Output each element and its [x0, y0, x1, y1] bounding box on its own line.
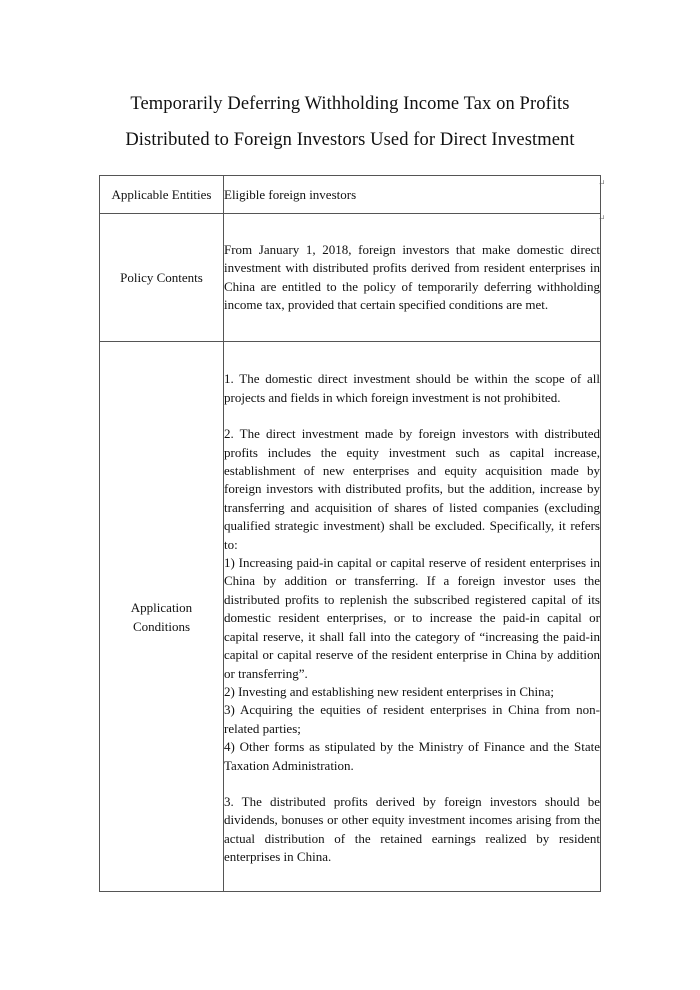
condition-sub-item-2: 2) Investing and establishing new resident enterprises in China; [224, 683, 554, 699]
application-conditions-cell [224, 342, 601, 892]
paragraph-spacer [224, 407, 600, 425]
table-row-applicable-entities [100, 176, 601, 214]
condition-sub-item-3: 3) Acquiring the equities of resident enterprises in China from non-related parties; [224, 702, 600, 736]
applicable-entities-value: Eligible foreign investors [224, 187, 357, 202]
policy-contents-label: Policy Contents [100, 214, 224, 342]
condition-item-1: 1. The domestic direct investment should be within the scope of all projects and fields in which foreign investment is not prohibited. [224, 371, 600, 405]
policy-contents-value: From January 1, 2018, foreign investors that make domestic direct investment with distributed profits derived from resident enterprises in China are entitled to the policy of temporarily deferring withholding income tax, provided that certain specified conditions are met. [224, 241, 600, 312]
applicable-entities-cell [224, 176, 601, 214]
application-conditions-label [100, 342, 224, 892]
condition-sub-item-1: 1) Increasing paid-in capital or capital reserve of resident enterprises in China by addition or transferring. If a foreign investor uses the distributed profits to replenish the subscribed registered capital of its domestic resident enterprises, or to increase the paid-in capital or capital reserve, it shall fall into the category of “increasing the paid-in capital or capital reserve of the resident enterprise in China by addition or transferring”. [224, 555, 600, 681]
policy-contents-cell [224, 214, 601, 342]
paragraph-return-mark-icon: ↵ [598, 178, 606, 188]
paragraph-spacer [224, 775, 600, 793]
policy-table [99, 175, 601, 892]
condition-item-2: 2. The direct investment made by foreign investors with distributed profits includes the equity investment such as capital increase, establishment of new enterprises and equity acquisition made by foreign investors with distributed profits, but the addition, increase by transferring and acquisition of shares of listed companies (excluding qualified strategic investment) shall be excluded. Specifically, it refers to: [224, 426, 600, 552]
paragraph-return-mark-icon: ↵ [598, 213, 606, 223]
table-row-application-conditions [100, 342, 601, 892]
condition-sub-item-4: 4) Other forms as stipulated by the Ministry of Finance and the State Taxation Administration. [224, 739, 600, 773]
document-title-line-2: Distributed to Foreign Investors Used for Direct Investment [125, 130, 575, 150]
application-conditions-label-line-2: Conditions [132, 618, 191, 634]
table-row-policy-contents [100, 214, 601, 342]
document-title-line-1: Temporarily Deferring Withholding Income Tax on Profits [130, 94, 570, 114]
condition-item-3: 3. The distributed profits derived by foreign investors should be dividends, bonuses or other equity investment incomes arising from the actual distribution of the retained earnings realized by resident enterprises in China. [224, 793, 600, 865]
applicable-entities-label: Applicable Entities [100, 176, 224, 214]
application-conditions-label-line-1: Application [130, 599, 193, 615]
